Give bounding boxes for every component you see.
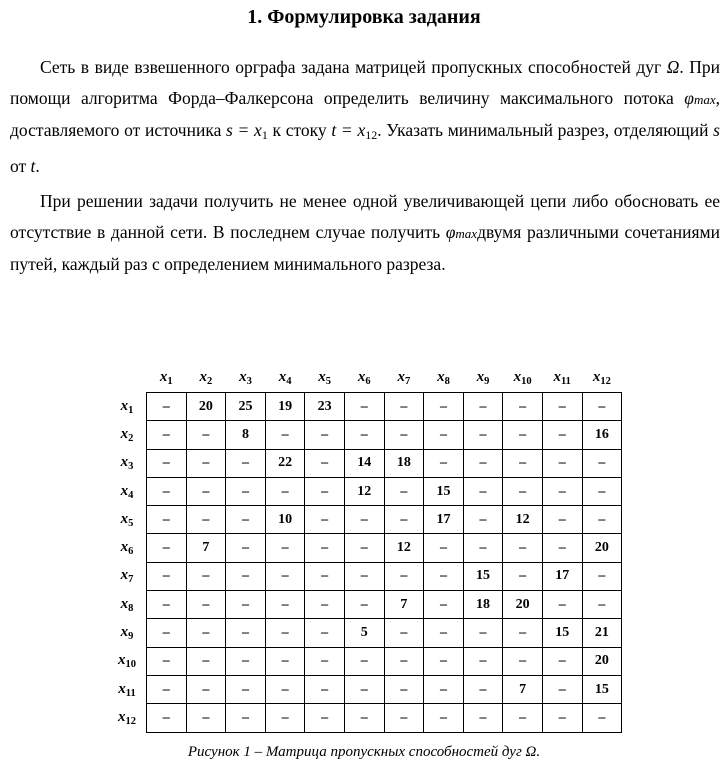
- matrix-cell: –: [542, 704, 582, 732]
- matrix-cell: –: [265, 704, 305, 732]
- matrix-cell: –: [503, 449, 543, 477]
- row-header-index: 7: [128, 574, 134, 586]
- matrix-cell: –: [463, 421, 503, 449]
- matrix-cell: 17: [424, 506, 464, 534]
- matrix-cell: –: [503, 477, 543, 505]
- matrix-row: [108, 647, 622, 675]
- matrix-cell: –: [147, 449, 187, 477]
- matrix-cell: –: [147, 506, 187, 534]
- matrix-cell: –: [463, 704, 503, 732]
- matrix-row: [108, 393, 622, 421]
- matrix-row: [108, 477, 622, 505]
- column-header-index: 5: [325, 376, 332, 387]
- row-header-index: 9: [128, 631, 134, 643]
- column-header-var: x: [159, 369, 168, 385]
- row-header-var: x: [120, 397, 129, 414]
- p1-text-6: от: [10, 156, 31, 176]
- p1-omega: Ω: [666, 57, 680, 77]
- column-header-index: 8: [444, 376, 450, 387]
- matrix-cell: –: [463, 534, 503, 562]
- matrix-cell: 21: [582, 619, 622, 647]
- p1-source: s = x: [226, 120, 262, 140]
- matrix-row: [108, 675, 622, 703]
- column-header-index: 12: [600, 376, 611, 387]
- p1-sink: t = x: [331, 120, 366, 140]
- matrix-cell: –: [147, 562, 187, 590]
- matrix-row: [108, 506, 622, 534]
- matrix-cell: –: [344, 704, 384, 732]
- matrix-cell: –: [424, 647, 464, 675]
- matrix-cell: 17: [542, 562, 582, 590]
- matrix-cell: –: [542, 421, 582, 449]
- matrix-header-row: [108, 364, 622, 393]
- matrix-cell: –: [147, 393, 187, 421]
- matrix-row: [108, 449, 622, 477]
- matrix-cell: –: [344, 562, 384, 590]
- matrix-cell: –: [305, 477, 345, 505]
- row-header-index: 11: [125, 687, 136, 699]
- matrix-cell: –: [424, 619, 464, 647]
- matrix-cell: –: [186, 704, 226, 732]
- matrix-cell: –: [147, 704, 187, 732]
- matrix-cell: –: [542, 534, 582, 562]
- matrix-cell: –: [463, 647, 503, 675]
- matrix-cell: –: [147, 647, 187, 675]
- matrix-cell: –: [384, 619, 424, 647]
- matrix-cell: –: [503, 421, 543, 449]
- matrix-cell: –: [542, 647, 582, 675]
- matrix-cell: –: [226, 591, 266, 619]
- p1-s: s: [713, 120, 720, 140]
- p1-phi-sub: max: [693, 92, 716, 107]
- matrix-cell: –: [265, 675, 305, 703]
- row-header-var: x: [120, 624, 129, 641]
- matrix-row-header: [108, 591, 147, 619]
- matrix-column-header: [226, 364, 266, 393]
- matrix-cell: –: [582, 477, 622, 505]
- matrix-row-header: [108, 675, 147, 703]
- matrix-cell: –: [384, 675, 424, 703]
- p1-text-4: к стоку: [267, 120, 332, 140]
- matrix-cell: 20: [582, 534, 622, 562]
- matrix-column-header: [305, 364, 345, 393]
- p1-text-3: , доставляемого от источника: [10, 88, 720, 140]
- matrix-column-header: [463, 364, 503, 393]
- matrix-cell: 8: [226, 421, 266, 449]
- matrix-cell: –: [463, 619, 503, 647]
- p1-phi: φ: [684, 88, 694, 108]
- matrix-row: [108, 421, 622, 449]
- column-header-index: 7: [404, 376, 411, 387]
- column-header-var: x: [278, 369, 287, 385]
- column-header-var: x: [513, 369, 522, 385]
- matrix-row: [108, 704, 622, 732]
- matrix-cell: –: [384, 421, 424, 449]
- row-header-index: 6: [128, 546, 134, 558]
- matrix-cell: 5: [344, 619, 384, 647]
- matrix-cell: –: [503, 393, 543, 421]
- row-header-var: x: [120, 482, 129, 499]
- matrix-row: [108, 534, 622, 562]
- matrix-cell: –: [582, 704, 622, 732]
- matrix-cell: –: [147, 477, 187, 505]
- figure-caption: Рисунок 1 – Матрица пропускных способностей дуг Ω.: [187, 744, 541, 760]
- matrix-cell: –: [265, 619, 305, 647]
- matrix-cell: –: [542, 449, 582, 477]
- matrix-cell: 16: [582, 421, 622, 449]
- matrix-cell: 20: [582, 647, 622, 675]
- column-header-var: x: [357, 369, 366, 385]
- row-header-var: x: [120, 425, 129, 442]
- matrix-cell: –: [305, 449, 345, 477]
- column-header-index: 1: [167, 376, 173, 387]
- matrix-cell: –: [226, 704, 266, 732]
- row-header-var: x: [120, 510, 129, 527]
- matrix-column-header: [186, 364, 226, 393]
- matrix-cell: –: [305, 506, 345, 534]
- row-header-var: x: [118, 708, 126, 725]
- matrix-cell: 7: [503, 675, 543, 703]
- matrix-cell: –: [186, 449, 226, 477]
- column-header-var: x: [239, 369, 247, 385]
- matrix-cell: –: [186, 591, 226, 619]
- column-header-var: x: [592, 369, 601, 385]
- p1-text-2: . При помощи алгоритма Форда–Фалкерсона определить величину максимального потока: [10, 57, 720, 108]
- row-header-index: 5: [128, 517, 134, 529]
- matrix-cell: –: [424, 675, 464, 703]
- row-header-var: x: [120, 567, 129, 584]
- matrix-cell: –: [542, 591, 582, 619]
- matrix-cell: –: [186, 647, 226, 675]
- matrix-cell: –: [463, 675, 503, 703]
- matrix-row-header: [108, 534, 147, 562]
- matrix-cell: –: [186, 562, 226, 590]
- matrix-cell: 10: [265, 506, 305, 534]
- matrix-cell: –: [344, 421, 384, 449]
- matrix-row: [108, 591, 622, 619]
- matrix-cell: –: [582, 506, 622, 534]
- column-header-index: 6: [365, 376, 371, 387]
- p1-text-7: .: [35, 156, 40, 176]
- row-header-index: 2: [128, 432, 134, 444]
- matrix-cell: –: [542, 506, 582, 534]
- matrix-cell: –: [305, 619, 345, 647]
- matrix-cell: –: [344, 506, 384, 534]
- matrix-row-header: [108, 704, 147, 732]
- matrix-column-header: [344, 364, 384, 393]
- column-header-var: x: [397, 369, 405, 385]
- matrix-column-header: [424, 364, 464, 393]
- matrix-cell: –: [503, 647, 543, 675]
- matrix-cell: 23: [305, 393, 345, 421]
- matrix-cell: 7: [384, 591, 424, 619]
- matrix-cell: –: [542, 393, 582, 421]
- matrix-row-header: [108, 619, 147, 647]
- row-header-index: 1: [128, 404, 134, 416]
- p1-source-sub: 1: [261, 128, 268, 142]
- row-header-var: x: [120, 539, 129, 556]
- matrix-corner: [108, 364, 147, 393]
- column-header-index: 3: [246, 376, 252, 387]
- row-header-var: x: [120, 595, 129, 612]
- matrix-cell: 12: [384, 534, 424, 562]
- matrix-column-header: [265, 364, 305, 393]
- matrix-cell: –: [424, 534, 464, 562]
- matrix-row: [108, 619, 622, 647]
- matrix-cell: –: [305, 562, 345, 590]
- matrix-cell: –: [305, 591, 345, 619]
- matrix-cell: –: [305, 704, 345, 732]
- matrix-cell: –: [384, 393, 424, 421]
- matrix-cell: –: [463, 506, 503, 534]
- matrix-row-header: [108, 647, 147, 675]
- matrix-cell: –: [344, 393, 384, 421]
- capacity-matrix-table: [108, 364, 622, 733]
- matrix-cell: –: [424, 449, 464, 477]
- matrix-cell: –: [186, 506, 226, 534]
- matrix-column-header: [582, 364, 622, 393]
- p1-t: t: [30, 156, 36, 176]
- matrix-cell: –: [424, 562, 464, 590]
- matrix-cell: –: [226, 562, 266, 590]
- matrix-cell: 12: [503, 506, 543, 534]
- matrix-cell: 22: [265, 449, 305, 477]
- matrix-cell: 12: [344, 477, 384, 505]
- matrix-cell: –: [463, 393, 503, 421]
- row-header-var: x: [118, 680, 126, 697]
- matrix-cell: –: [186, 421, 226, 449]
- matrix-cell: –: [305, 647, 345, 675]
- matrix-cell: –: [424, 393, 464, 421]
- matrix-cell: –: [226, 619, 266, 647]
- column-header-var: x: [437, 369, 445, 385]
- row-header-index: 3: [128, 461, 134, 473]
- matrix-cell: –: [186, 619, 226, 647]
- matrix-cell: 20: [503, 591, 543, 619]
- paragraph-requirements: [10, 186, 720, 280]
- matrix-row-header: [108, 477, 147, 505]
- matrix-cell: –: [384, 704, 424, 732]
- p1-text-1: Сеть в виде взвешенного орграфа задана матрицей пропускных способностей дуг: [40, 57, 667, 77]
- matrix-cell: –: [265, 647, 305, 675]
- p2-text-2: двумя различными сочетаниями путей, каждый раз с определением минимального разреза.: [10, 222, 720, 274]
- paragraph-task-statement: [10, 52, 720, 182]
- matrix-cell: 14: [344, 449, 384, 477]
- matrix-cell: –: [265, 477, 305, 505]
- matrix-cell: –: [503, 534, 543, 562]
- matrix-row-header: [108, 421, 147, 449]
- matrix-cell: –: [344, 647, 384, 675]
- matrix-cell: –: [344, 534, 384, 562]
- row-header-var: x: [120, 454, 129, 471]
- matrix-cell: –: [503, 704, 543, 732]
- row-header-index: 8: [128, 602, 134, 614]
- matrix-cell: –: [542, 477, 582, 505]
- row-header-index: 4: [128, 489, 134, 501]
- column-header-index: 9: [484, 376, 490, 387]
- matrix-cell: –: [186, 477, 226, 505]
- matrix-column-header: [503, 364, 543, 393]
- matrix-cell: 15: [463, 562, 503, 590]
- matrix-cell: –: [582, 591, 622, 619]
- matrix-cell: 15: [542, 619, 582, 647]
- matrix-cell: –: [265, 534, 305, 562]
- matrix-cell: –: [463, 477, 503, 505]
- matrix-cell: –: [424, 704, 464, 732]
- matrix-cell: –: [147, 534, 187, 562]
- p1-text-5: . Указать минимальный разрез, отделяющий: [377, 120, 714, 140]
- matrix-cell: 25: [226, 393, 266, 421]
- p1-sink-sub: 12: [365, 128, 378, 142]
- matrix-row-header: [108, 506, 147, 534]
- matrix-cell: –: [582, 562, 622, 590]
- section-heading: 1. Формулировка задания: [247, 6, 481, 28]
- matrix-cell: –: [582, 393, 622, 421]
- matrix-cell: –: [265, 421, 305, 449]
- matrix-cell: –: [226, 477, 266, 505]
- column-header-index: 4: [286, 376, 292, 387]
- matrix-cell: –: [147, 421, 187, 449]
- matrix-cell: –: [265, 591, 305, 619]
- matrix-cell: –: [542, 675, 582, 703]
- p2-phi-sub: max: [455, 226, 478, 241]
- matrix-cell: –: [147, 675, 187, 703]
- matrix-cell: –: [582, 449, 622, 477]
- matrix-cell: –: [305, 421, 345, 449]
- matrix-row-header: [108, 393, 147, 421]
- matrix-cell: –: [384, 506, 424, 534]
- column-header-var: x: [199, 369, 208, 385]
- matrix-column-header: [147, 364, 187, 393]
- matrix-cell: –: [305, 534, 345, 562]
- matrix-cell: –: [305, 675, 345, 703]
- matrix-cell: –: [226, 675, 266, 703]
- matrix-cell: –: [384, 477, 424, 505]
- p2-phi: φ: [445, 222, 456, 242]
- matrix-cell: –: [147, 591, 187, 619]
- matrix-cell: –: [265, 562, 305, 590]
- row-header-var: x: [118, 652, 126, 669]
- matrix-row-header: [108, 562, 147, 590]
- column-header-var: x: [476, 369, 485, 385]
- matrix-column-header: [384, 364, 424, 393]
- matrix-cell: –: [384, 562, 424, 590]
- column-header-index: 10: [521, 376, 532, 387]
- matrix-column-header: [542, 364, 582, 393]
- matrix-cell: –: [503, 562, 543, 590]
- matrix-cell: –: [226, 506, 266, 534]
- matrix-cell: –: [424, 591, 464, 619]
- matrix-cell: –: [226, 449, 266, 477]
- matrix-cell: –: [344, 591, 384, 619]
- matrix-cell: –: [384, 647, 424, 675]
- matrix-row: [108, 562, 622, 590]
- matrix-cell: –: [424, 421, 464, 449]
- matrix-cell: 20: [186, 393, 226, 421]
- column-header-index: 2: [207, 376, 213, 387]
- matrix-cell: 18: [463, 591, 503, 619]
- matrix-row-header: [108, 449, 147, 477]
- column-header-index: 11: [561, 376, 571, 387]
- column-header-var: x: [318, 369, 326, 385]
- matrix-cell: 15: [424, 477, 464, 505]
- matrix-cell: 19: [265, 393, 305, 421]
- matrix-cell: –: [226, 534, 266, 562]
- matrix-cell: –: [344, 675, 384, 703]
- matrix-cell: –: [463, 449, 503, 477]
- matrix-cell: 15: [582, 675, 622, 703]
- p2-text-1: При решении задачи получить не менее одной увеличивающей цепи либо обосновать ее отсутствие в данной сети. В последнем случае получить: [10, 191, 720, 242]
- row-header-index: 10: [125, 659, 136, 671]
- matrix-cell: –: [503, 619, 543, 647]
- column-header-var: x: [553, 369, 562, 385]
- matrix-cell: –: [226, 647, 266, 675]
- matrix-cell: –: [147, 619, 187, 647]
- row-header-index: 12: [125, 715, 136, 727]
- matrix-cell: 18: [384, 449, 424, 477]
- matrix-cell: –: [186, 675, 226, 703]
- matrix-cell: 7: [186, 534, 226, 562]
